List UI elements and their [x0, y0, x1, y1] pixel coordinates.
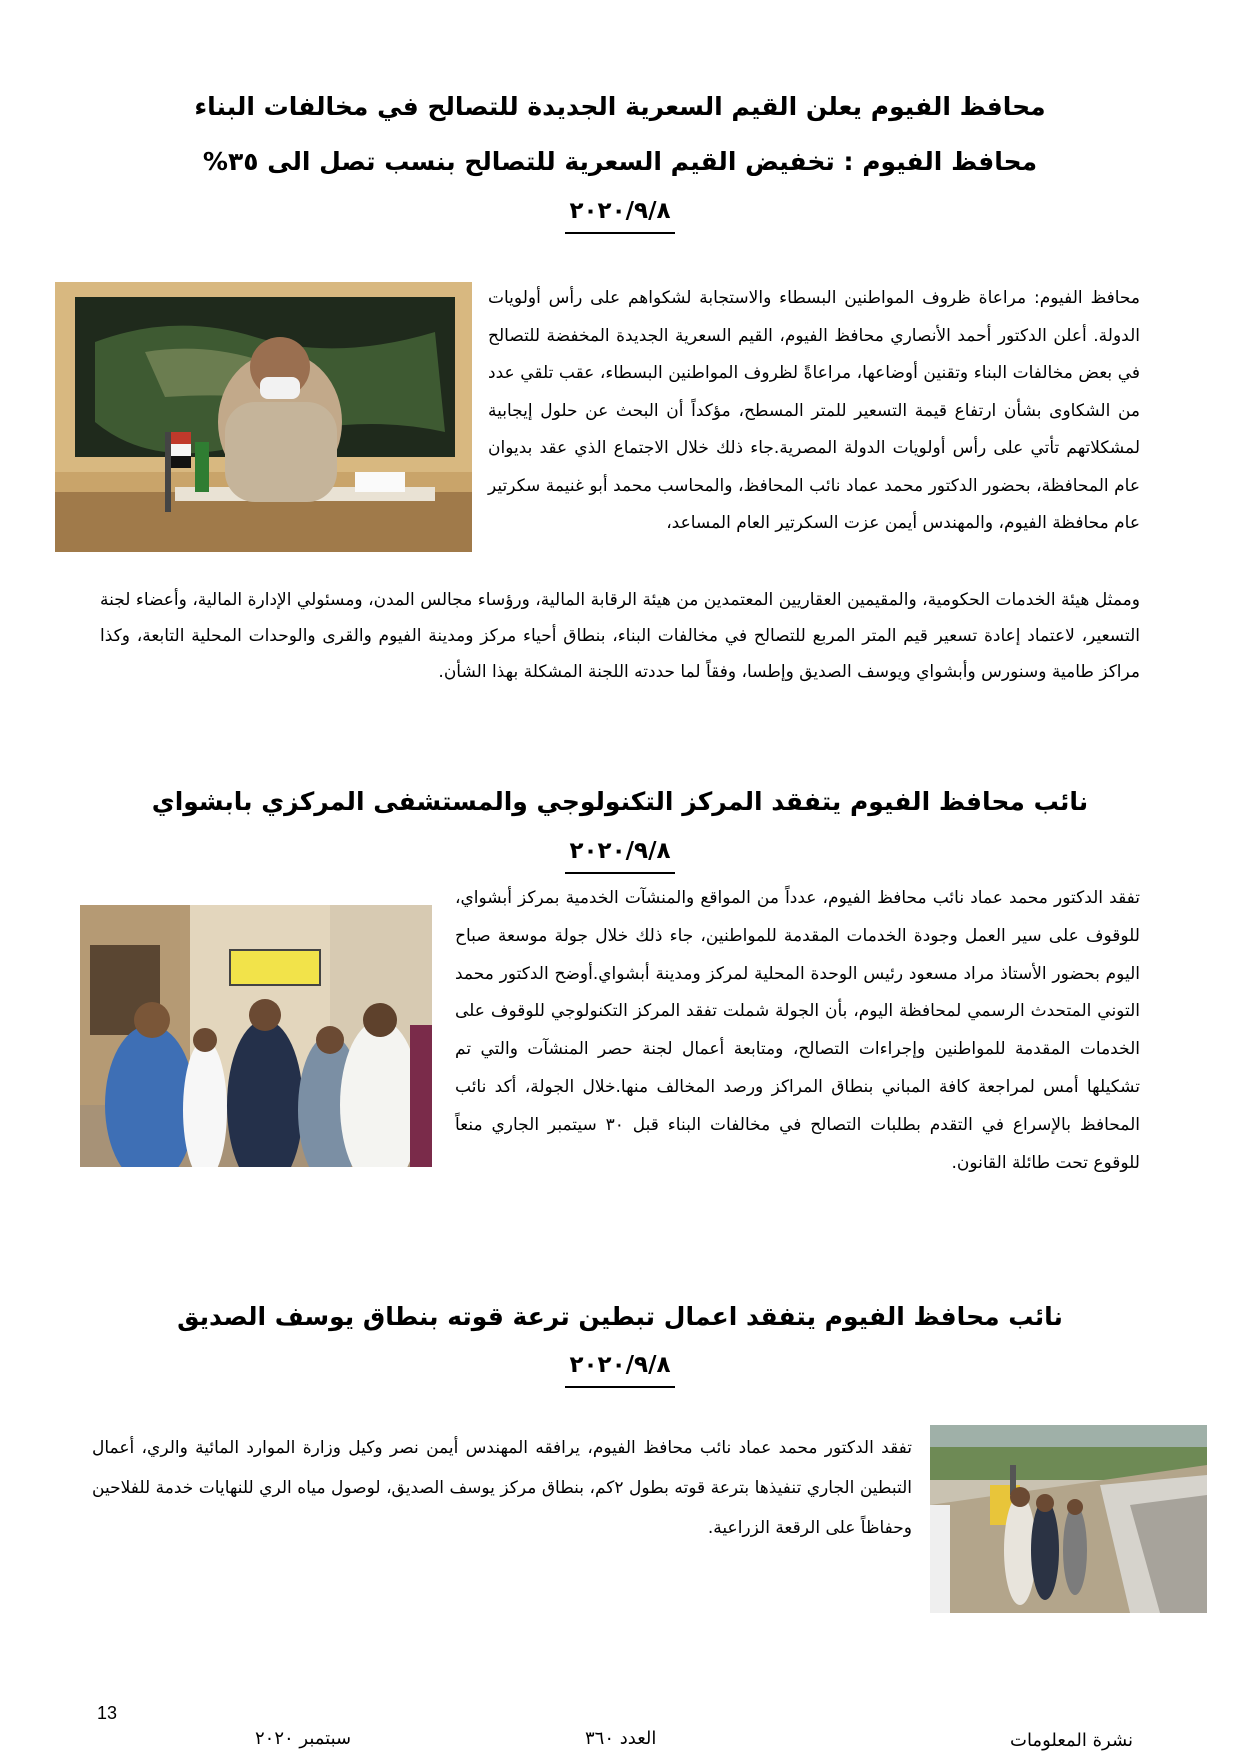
- article2-date: ٢٠٢٠/٩/٨: [565, 836, 675, 874]
- article3-headline: نائب محافظ الفيوم يتفقد اعمال تبطين ترعة قوته بنطاق يوسف الصديق: [177, 1302, 1063, 1331]
- footer-issue-date: سبتمبر ٢٠٢٠: [255, 1728, 352, 1749]
- article1-headline: محافظ الفيوم يعلن القيم السعرية الجديدة للتصالح في مخالفات البناء: [194, 92, 1046, 121]
- hospital-visit-photo: [80, 905, 432, 1167]
- article3-date: ٢٠٢٠/٩/٨: [565, 1350, 675, 1388]
- article2-headline: نائب محافظ الفيوم يتفقد المركز التكنولوجي والمستشفى المركزي بابشواي: [151, 787, 1089, 816]
- article2-paragraph: تفقد الدكتور محمد عماد نائب محافظ الفيوم، عدداً من المواقع والمنشآت الخدمية بمركز أبشواي، للوقوف على سير العمل وجودة الخدمات المقدمة للمواطنين، جاء ذلك خلال جولة موسعة صباح اليوم بحضور الأستاذ مراد مسعود رئيس الوحدة المحلية لمركز ومدينة أبشواي.أوضح الدكتور محمد التوني المتحدث الرسمي لمحافظة اليوم، بأن الجولة شملت تفقد المركز التكنولوجي للوقوف على الخدمات المقدمة للمواطنين وإجراءات التصالح، ومتابعة أعمال لجنة حصر المنشآت والتي تم تشكيلها أمس لمراجعة كافة المباني بنطاق المراكز ورصد المخالف منها.خلال الجولة، أكد نائب المحافظ بالإسراع في التقدم بطلبات التصالح في مخالفات البناء قبل ٣٠ سيتمبر الجاري منعاً للوقوع تحت طائلة القانون.: [455, 888, 1140, 1173]
- footer-publication-name: نشرة المعلومات: [1010, 1730, 1134, 1751]
- article3-paragraph: تفقد الدكتور محمد عماد نائب محافظ الفيوم، يرافقه المهندس أيمن نصر وكيل وزارة الموارد المائية والري، أعمال التبطين الجاري تنفيذها بترعة قوته بطول ٢كم، بنطاق مركز يوسف الصديق، لوصول مياه الري للنهايات خدمة للفلاحين وحفاظاً على الرقعة الزراعية.: [92, 1438, 912, 1538]
- canal-lining-photo: [930, 1425, 1207, 1613]
- footer-issue-number: العدد ٣٦٠: [585, 1728, 657, 1749]
- article1-paragraph-full: وممثل هيئة الخدمات الحكومية، والمقيمين العقاريين المعتمدين من هيئة الرقابة المالية، ورؤساء مجالس المدن، ومسئولي الإدارة المالية، وأعضاء لجنة التسعير، لاعتماد إعادة تسعير قيم المتر المربع للتصالح في مخالفات البناء، بنطاق أحياء مركز ومدينة الفيوم والقرى والوحدات المحلية التابعة، وكذا مراكز طامية وسنورس وأبشواي ويوسف الصديق وإطسا، وفقاً لما حددته اللجنة المشكلة بهذا الشأن.: [100, 590, 1140, 682]
- page-number: 13: [97, 1703, 118, 1723]
- article1-date: ٢٠٢٠/٩/٨: [565, 196, 675, 234]
- article1-subheadline: محافظ الفيوم : تخفيض القيم السعرية للتصالح بنسب تصل الى ٣٥%: [202, 147, 1038, 176]
- governor-meeting-photo: [55, 282, 472, 552]
- article1-paragraph-side: محافظ الفيوم: مراعاة ظروف المواطنين البسطاء والاستجابة لشكواهم على رأس أولويات الدولة. أعلن الدكتور أحمد الأنصاري محافظ الفيوم، القيم السعرية الجديدة المخفضة للتصالح في بعض مخالفات البناء وتقنين أوضاعها، مراعاةً لظروف المواطنين البسطاء، عقب تلقي عدد من الشكاوى بشأن ارتفاع قيمة التسعير للمتر المسطح، مؤكداً أن البحث عن حلول إيجابية لمشكلاتهم تأتي على رأس أولويات الدولة المصرية.جاء ذلك خلال الاجتماع الذي عقد بديوان عام المحافظة، بحضور الدكتور محمد عماد نائب المحافظ، والمحاسب محمد أبو غنيمة سكرتير عام محافظة الفيوم، والمهندس أيمن عزت السكرتير العام المساعد،: [488, 288, 1140, 533]
